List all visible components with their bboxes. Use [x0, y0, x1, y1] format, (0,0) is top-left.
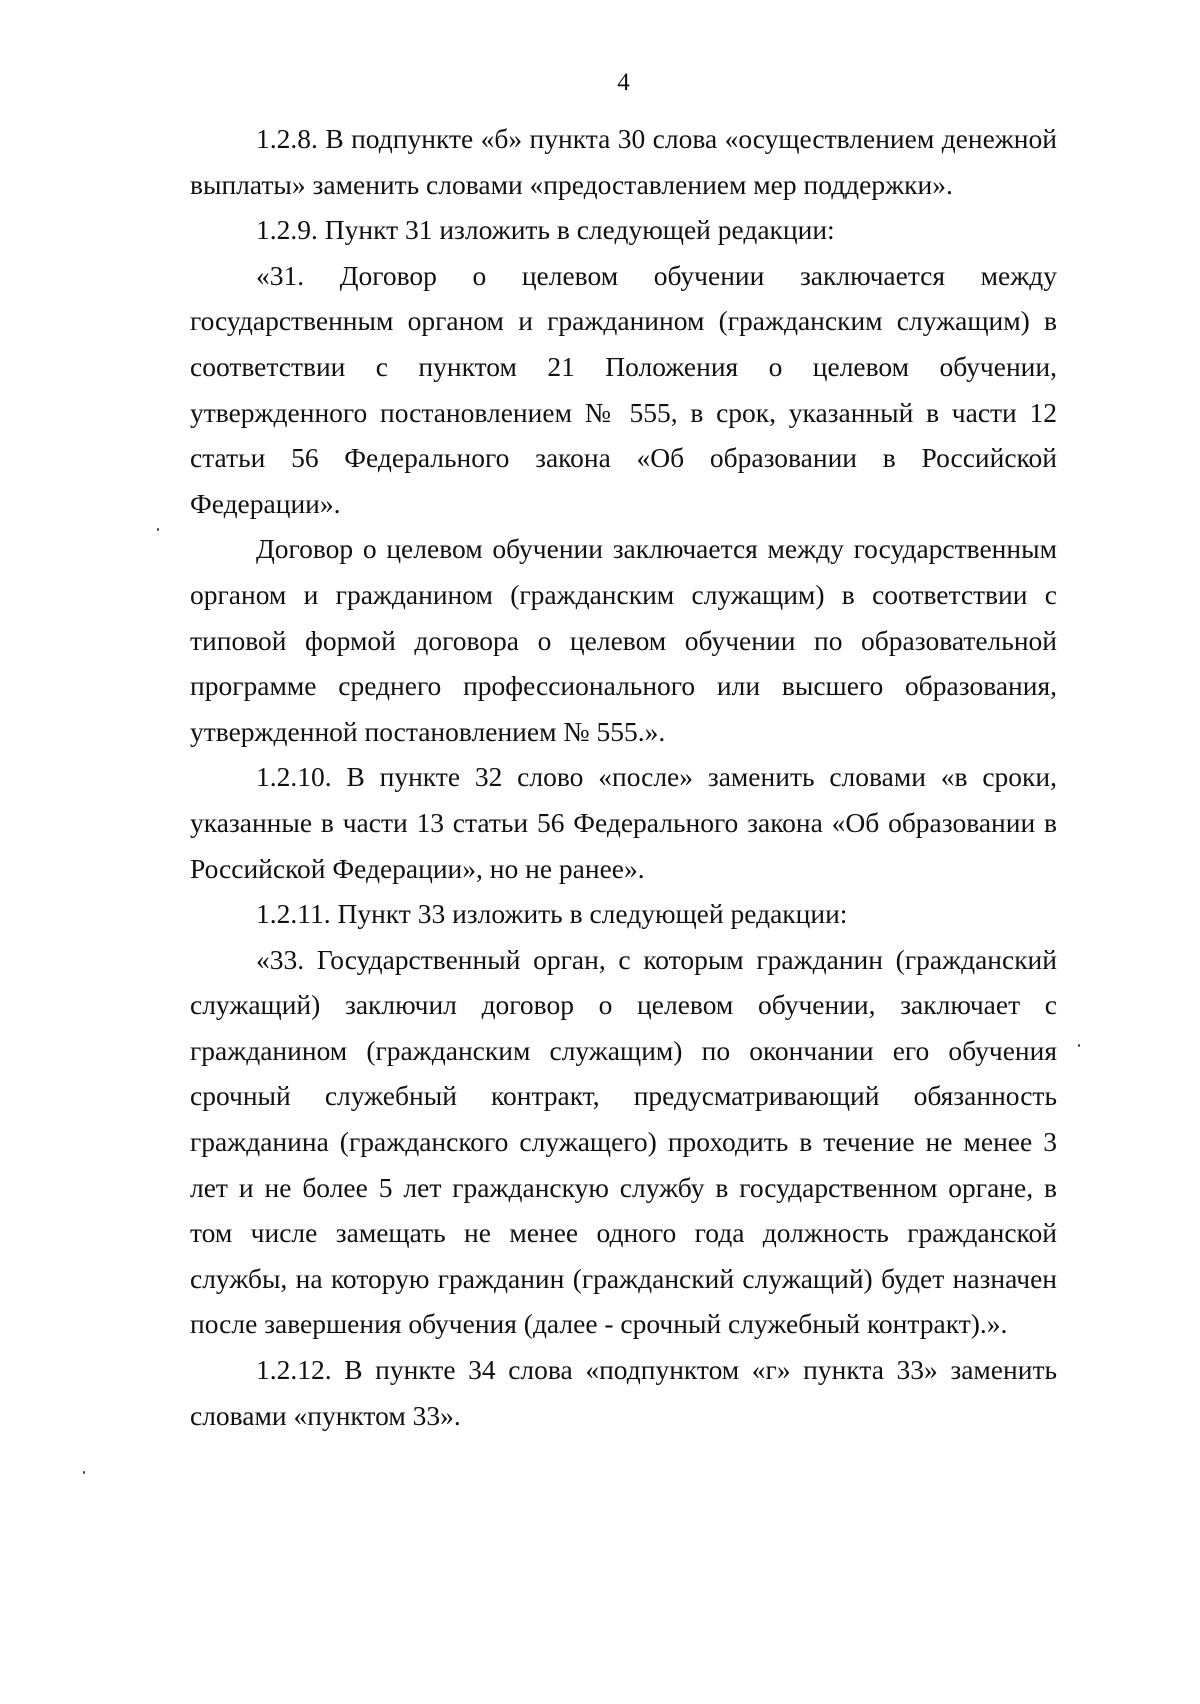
- paragraph-1-2-8: 1.2.8. В подпункте «б» пункта 30 слова «осуществлением денежной выплаты» заменить словами «предоставлением мер поддержки».: [190, 123, 1057, 200]
- scan-speck: [83, 1471, 85, 1474]
- paragraph-point-31-part-2: Договор о целевом обучении заключается между государственным органом и гражданином (гражданским служащим) в соответствии с типовой формой договора о целевом обучении по образовательной программе среднего профессионального или высшего образования, утвержденной постановлением № 555.».: [190, 533, 1057, 747]
- paragraph-1-2-12: 1.2.12. В пункте 34 слова «подпунктом «г» пункта 33» заменить словами «пунктом 33».: [190, 1354, 1057, 1431]
- paragraph-1-2-9: 1.2.9. Пункт 31 изложить в следующей редакции:: [256, 214, 835, 246]
- scan-speck: [157, 528, 159, 531]
- scan-speck: [1078, 1044, 1080, 1047]
- paragraph-1-2-10: 1.2.10. В пункте 32 слово «после» заменить словами «в сроки, указанные в части 13 статьи 56 Федерального закона «Об образовании в Российской Федерации», но не ранее».: [190, 761, 1057, 884]
- page-number: 4: [617, 69, 630, 96]
- paragraph-point-31-part-1: «31. Договор о целевом обучении заключается между государственным органом и гражданином (гражданским служащим) в соответствии с пунктом 21 Положения о целевом обучении, утвержденного постановлением № 555, в срок, указанный в части 12 статьи 56 Федерального закона «Об образовании в Российской Федерации».: [190, 259, 1057, 519]
- paragraph-1-2-11: 1.2.11. Пункт 33 изложить в следующей редакции:: [256, 898, 848, 930]
- document-body: [190, 116, 1057, 1438]
- paragraph-point-33: «33. Государственный орган, с которым гражданин (гражданский служащий) заключил договор о целевом обучении, заключает с гражданином (гражданским служащим) по окончании его обучения срочный служебный контракт, предусматривающий обязанность гражданина (гражданского служащего) проходить в течение не менее 3 лет и не более 5 лет гражданскую службу в государственном органе, в том числе замещать не менее одного года должность гражданской службы, на которую гражданин (гражданский служащий) будет назначен после завершения обучения (далее - срочный служебный контракт).».: [190, 943, 1057, 1340]
